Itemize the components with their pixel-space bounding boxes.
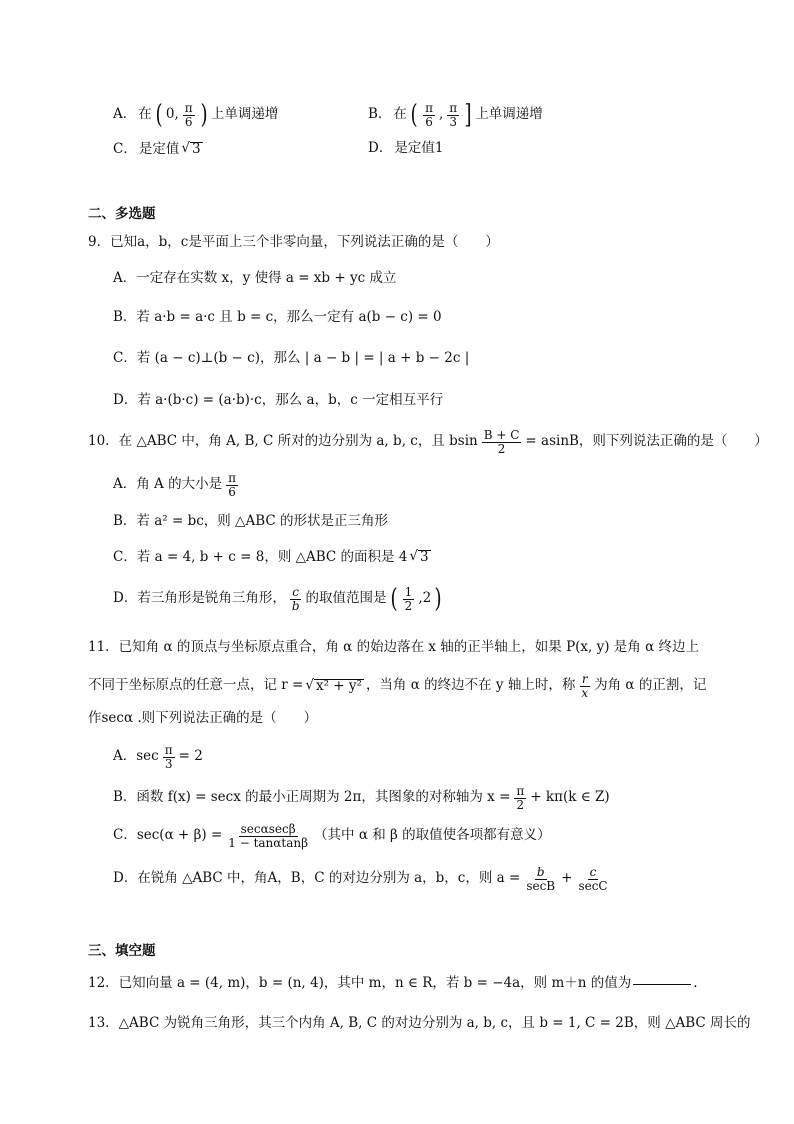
stem-text: 10．在 △ABC 中，角 A, B, C 所对的边分别为 a, b, c，且 bsin (88, 433, 478, 450)
q11-line-3: 作secα .则下列说法正确的是（ ） (88, 710, 318, 726)
q9-option-a: A．一定存在实数 x，y 使得 a = xb + yc 成立 (113, 270, 397, 286)
q11-option-b (113, 785, 610, 811)
option-text: C．若 a = 4, b + c = 8，则 △ABC 的面积是 4 (113, 548, 408, 565)
answer-blank[interactable] (633, 983, 691, 985)
q11-line-2 (88, 673, 706, 699)
q9-stem: 9．已知a，b，c是平面上三个非零向量，下列说法正确的是（ ） (88, 234, 499, 250)
plus-sign: + (561, 870, 573, 887)
fraction: $\frac{1}{2}$ (404, 585, 413, 613)
fraction: $\frac{\pi}{3}$ (449, 101, 458, 129)
option-text: A．sec (113, 748, 159, 765)
fraction: $\frac{c}{b}$ (291, 585, 300, 613)
option-label: B． (368, 106, 392, 123)
right-bracket-icon: ) (434, 584, 442, 615)
sqrt: √ x² + y² (305, 676, 362, 694)
q11-line-1: 11．已知角 α 的顶点与坐标原点重合，角 α 的始边落在 x 轴的正半轴上，如果 P(x, y) 是角 α 终边上 (88, 639, 699, 655)
sqrt-icon: √ (305, 676, 314, 693)
q9-option-b: B．若 a·b = a·c 且 b = c，那么一定有 a(b − c) = 0 (113, 309, 442, 325)
sqrt: √ 3 (409, 548, 429, 565)
option-text: = 2 (178, 748, 203, 765)
left-bracket-icon: ( (410, 100, 418, 131)
sqrt-icon: √ (181, 140, 190, 156)
fraction: $\frac{\pi}{3}$ (164, 743, 173, 771)
separator: , (438, 106, 444, 123)
option-text: （其中 α 和 β 的取值使各项都有意义） (314, 827, 551, 844)
q9-option-d: D．若 a·(b·c) = (a·b)·c，那么 a，b，c 一定相互平行 (113, 392, 444, 408)
option-text: B．函数 f(x) = secx 的最小正周期为 2π，其图象的对称轴为 x = (113, 789, 511, 806)
q10-option-b: B．若 a² = bc，则 △ABC 的形状是正三角形 (113, 513, 388, 529)
option-text: D．若三角形是锐角三角形， (113, 590, 286, 607)
q12-stem (88, 977, 698, 991)
option-text: C．sec(α + β) = (113, 827, 223, 844)
option-text: 是定值1 (394, 140, 444, 156)
stem-text: 12．已知向量 a = (4, m)，b = (n, 4)，其中 m，n ∈ R，若 b = −4a，则 m＋n 的值为 (88, 975, 632, 991)
q10-option-c (113, 550, 431, 565)
q8-option-a (113, 100, 279, 131)
option-text: 是定值 (138, 140, 180, 157)
q8-option-b (368, 100, 543, 131)
option-text: 上单调递增 (210, 106, 279, 123)
right-bracket-icon: ] (464, 100, 472, 131)
q11-option-a (113, 744, 203, 770)
fraction: $\frac{\sec\alpha\sec\beta}{1 - \tan\alpha\tan\beta}$ (228, 822, 309, 850)
option-label: D． (368, 140, 393, 156)
fraction: $\frac{\pi}{6}$ (184, 101, 193, 129)
stem-text: ，当角 α 的终边不在 y 轴上时，称 (365, 677, 576, 694)
fraction: $\frac{\pi}{6}$ (228, 471, 236, 499)
q9-option-c: C．若 (a − c)⊥(b − c)，那么 | a − b | = | a + b − 2c | (113, 350, 470, 366)
left-bracket-icon: ( (390, 584, 398, 615)
option-text: 的取值范围是 (305, 590, 387, 607)
q11-option-d (113, 866, 612, 892)
fraction: $\frac{\pi}{6}$ (425, 101, 433, 129)
stem-text: = asinB，则下列说法正确的是（ ） (525, 433, 768, 450)
q10-option-d (113, 584, 443, 615)
sqrt-icon: √ (409, 548, 419, 564)
option-text: 在 (138, 106, 152, 123)
stem-text: 为角 α 的正割，记 (594, 677, 707, 694)
stem-text: 不同于坐标原点的任意一点，记 r = (88, 677, 304, 694)
stem-text: . (693, 975, 698, 991)
option-text: A．角 A 的大小是 (113, 476, 223, 493)
fraction: $\frac{b}{\sec B}$ (526, 865, 556, 893)
fraction: $\frac{r}{x}$ (581, 672, 589, 700)
fraction: $\frac{c}{\sec C}$ (578, 865, 608, 893)
sqrt: √ 3 (181, 140, 201, 157)
q8-option-d (368, 142, 443, 156)
option-text: + kπ(k ∈ Z) (530, 789, 610, 806)
option-label: C． (113, 140, 137, 157)
q10-stem (88, 429, 768, 455)
q13-stem: 13．△ABC 为锐角三角形，其三个内角 A, B, C 的对边分别为 a, b, c，且 b = 1, C = 2B，则 △ABC 周长的 (88, 1015, 751, 1031)
fraction: $\frac{B + C}{2}$ (483, 428, 520, 456)
q8-option-c (113, 142, 203, 157)
section-title: 二、多选题 (88, 206, 156, 222)
interval-end: ,2 (418, 590, 432, 607)
option-text: 在 (393, 106, 407, 123)
interval-start: 0, (165, 106, 179, 123)
option-label: A． (113, 106, 137, 123)
left-bracket-icon: ( (155, 100, 163, 131)
q11-option-c (113, 823, 551, 849)
fraction: $\frac{\pi}{2}$ (516, 784, 525, 812)
option-text: 上单调递增 (475, 106, 543, 123)
q10-option-a (113, 472, 240, 498)
option-text: D．在锐角 △ABC 中，角A，B，C 的对边分别为 a，b，c，则 a = (113, 870, 521, 887)
section-title: 三、填空题 (88, 943, 156, 959)
right-bracket-icon: ) (200, 100, 208, 131)
